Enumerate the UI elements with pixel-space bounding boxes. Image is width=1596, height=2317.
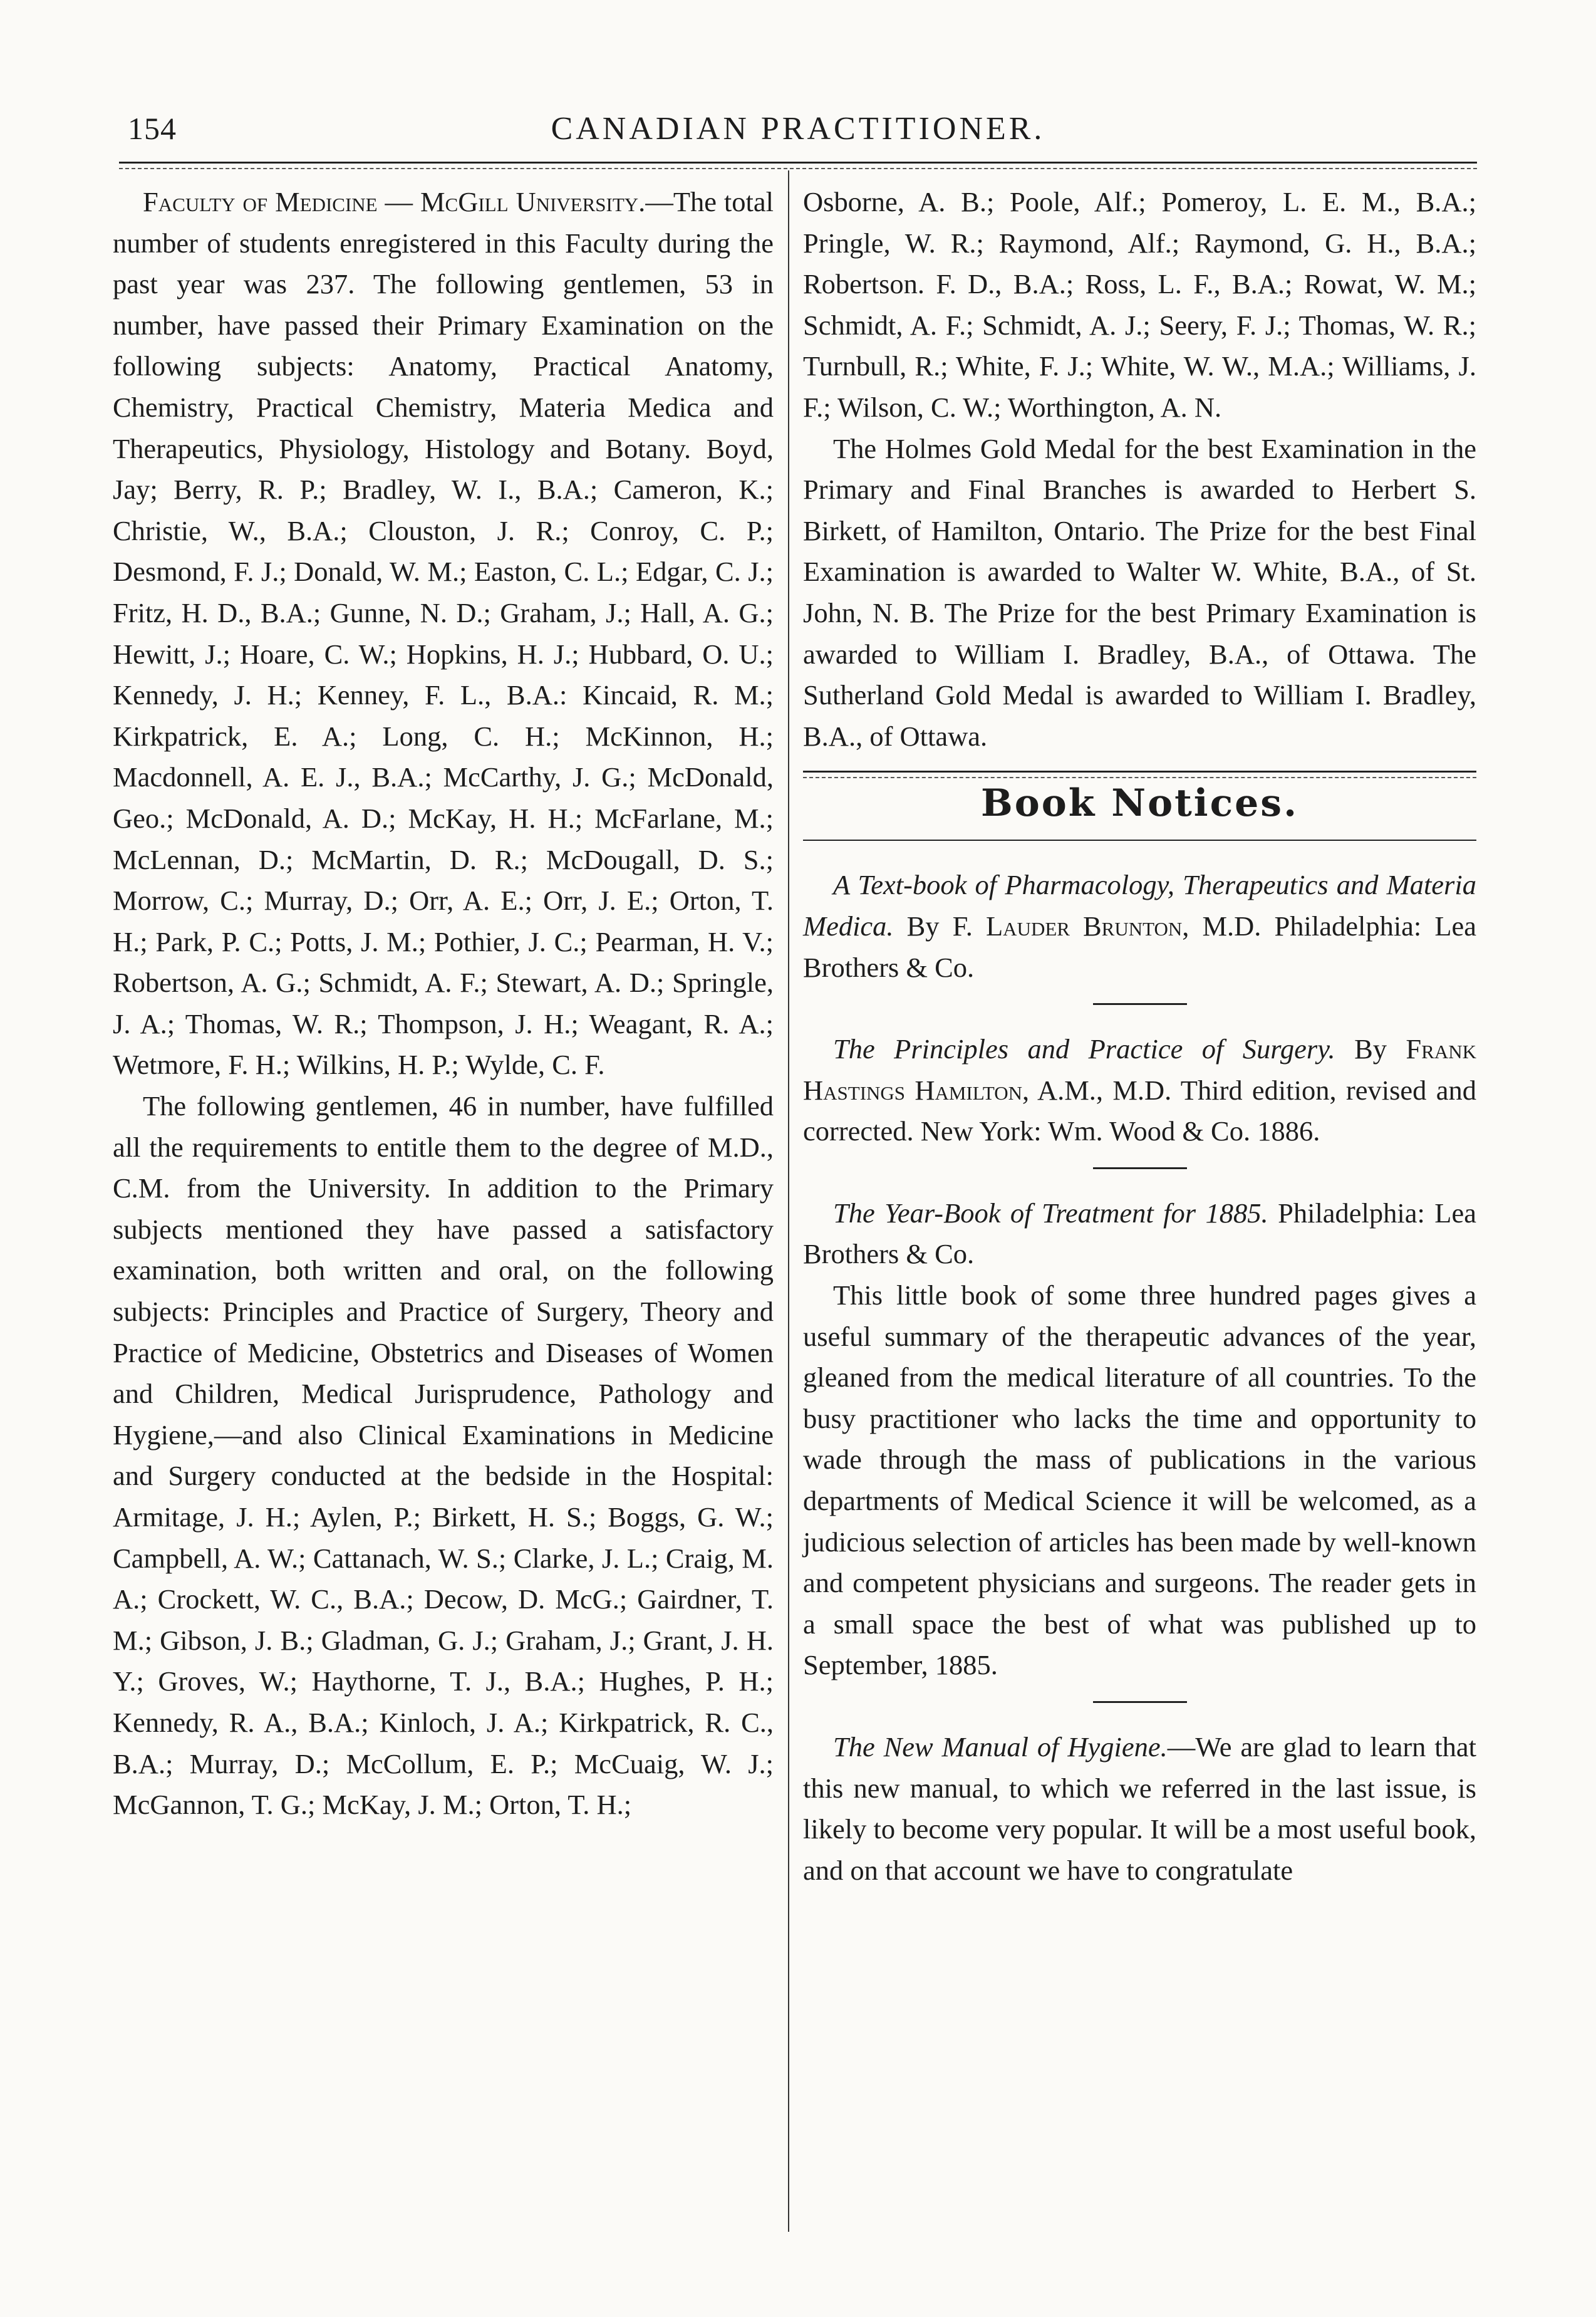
notice-by: By F.: [906, 910, 973, 942]
notice-publisher: A.M., M.D. Third edition, revised and corrected. New York: Wm. Wood & Co. 1886.: [803, 1074, 1476, 1147]
notice-book-title: The Year-Book of Treatment for 1885.: [833, 1197, 1268, 1229]
section-rule-bottom: [803, 840, 1476, 841]
book-notice-pharmacology: [803, 865, 1476, 988]
section-rule-dashed: [803, 777, 1476, 778]
notice-divider: [1093, 1701, 1187, 1703]
notice-book-title: The New Manual of Hygiene.: [833, 1731, 1168, 1762]
notice-citation: [803, 1029, 1476, 1152]
medals-paragraph: The Holmes Gold Medal for the best Examination in the Primary and Final Branches is awarded to Herbert S. Birkett, of Hamilton, Ontario. The Prize for the best Final Examination is awarded to Walter W. White, B.A., of St. John, N. B. The Prize for the best Primary Examination is awarded to William I. Bradley, B.A., of Ottawa. The Sutherland Gold Medal is awarded to William I. Bradley, B.A., of Ottawa.: [803, 432, 1476, 752]
section-title: Book Notices.: [981, 781, 1298, 826]
book-notice-surgery: [803, 1029, 1476, 1152]
running-title: CANADIAN PRACTITIONER.: [551, 111, 1045, 147]
notice-book-title: A Text-book of Pharmacology, Therapeutics and Materia Medica.: [803, 869, 1476, 942]
graduates-continued-paragraph: Osborne, A. B.; Poole, Alf.; Pomeroy, L. E. M., B.A.; Pringle, W. R.; Raymond, Alf.; Raymond, G. H., B.A.; Robertson. F. D., B.A.; Ross, L. F., B.A.; Rowat, W. M.; Schmidt, A. F.; Schmidt, A. J.; Seery, F. J.; Thomas, W. R.; Turnbull, R.; White, F. J.; White, W. W., M.A.; Williams, J. F.; Wilson, C. W.; Worthington, A. N.: [803, 186, 1476, 423]
md-cm-graduates-paragraph: The following gentlemen, 46 in number, have fulfilled all the requirements to entitle them to the degree of M.D., C.M. from the University. In addition to the Primary subjects mentioned they have passed a satisfactory examination, both written and oral, on the following subjects: Principles and Practice of Surgery, Theory and Practice of Medicine, Obstetrics and Diseases of Women and Children, Medical Jurisprudence, Pathology and Hygiene,—and also Clinical Examinations in Medicine and Surgery conducted at the bedside in the Hospital: Armitage, J. H.; Aylen, P.; Birkett, H. S.; Boggs, G. W.; Campbell, A. W.; Cattanach, W. S.; Clarke, J. L.; Craig, M. A.; Crockett, W. C., B.A.; Decow, D. McG.; Gairdner, T. M.; Gibson, J. B.; Gladman, G. J.; Graham, J.; Grant, J. H. Y.; Groves, W.; Haythorne, T. J., B.A.; Hughes, P. H.; Kennedy, R. A., B.A.; Kinloch, J. A.; Kirkpatrick, R. C., B.A.; Murray, D.; McCollum, E. P.; McCuaig, W. J.; McGannon, T. G.; McKay, J. M.; Orton, T. H.;: [113, 1090, 774, 1821]
header-rule: [119, 162, 1477, 164]
notice-author: Frank Hastings Hamilton,: [803, 1033, 1477, 1106]
book-notice-year-book: [803, 1193, 1476, 1686]
column-divider: [788, 170, 789, 2232]
page-header: [119, 110, 1477, 148]
mcgill-faculty-paragraph: [113, 182, 774, 1086]
book-notices-heading: [803, 771, 1476, 841]
notice-author: Lauder Brunton,: [985, 910, 1189, 942]
left-column: [113, 182, 774, 1826]
notice-citation: [803, 865, 1476, 988]
section-rule: [803, 771, 1476, 773]
notice-review-text: This little book of some three hundred pages gives a useful summary of the therapeutic advances of the year, gleaned from the medical literature of all countries. To the busy practitioner who lacks the time and opportunity to wade through the mass of publications in the various departments of Medical Science it will be welcomed, as a judicious selection of articles has been made by well-known and competent physicians and surgeons. The reader gets in a small space the best of what was published up to September, 1885.: [803, 1279, 1476, 1681]
right-column: [803, 182, 1476, 1891]
faculty-heading: Faculty of Medicine — McGill University.: [143, 186, 646, 217]
faculty-primary-text: —The total number of students enregistered in this Faculty during the past year was 237. The following gentlemen, 53 in number, have passed their Primary Examination on the following subjects: Anatomy, Practical Anatomy, Chemistry, Practical Chemistry, Materia Medica and Therapeutics, Physiology, Histology and Botany. Boyd, Jay; Berry, R. P.; Bradley, W. I., B.A.; Cameron, K.; Christie, W., B.A.; Clouston, J. R.; Conroy, C. P.; Desmond, F. J.; Donald, W. M.; Easton, C. L.; Edgar, C. J.; Fritz, H. D., B.A.; Gunne, N. D.; Graham, J.; Hall, A. G.; Hewitt, J.; Hoare, C. W.; Hopkins, H. J.; Hubbard, O. U.; Kennedy, J. H.; Kenney, F. L., B.A.: Kincaid, R. M.; Kirkpatrick, E. A.; Long, C. H.; McKinnon, H.; Macdonnell, A. E. J., B.A.; McCarthy, J. G.; McDonald, Geo.; McDonald, A. D.; McKay, H. H.; McFarlane, M.; McLennan, D.; McMartin, D. R.; McDougall, D. S.; Morrow, C.; Murray, D.; Orr, A. E.; Orr, J. E.; Orton, T. H.; Park, P. C.; Potts, J. M.; Pothier, J. C.; Pearman, H. V.; Robertson, A. G.; Schmidt, A. F.; Stewart, A. D.; Springle, J. A.; Thomas, W. R.; Thompson, J. H.; Weagant, R. A.; Wetmore, F. H.; Wilkins, H. P.; Wylde, C. F.: [113, 186, 774, 1081]
notice-by: By: [1354, 1033, 1387, 1065]
notice-citation: [803, 1727, 1476, 1891]
notice-publisher: Philadelphia: Lea Brothers & Co.: [803, 1197, 1476, 1270]
notice-divider: [1093, 1167, 1187, 1169]
notice-publisher: M.D. Philadelphia: Lea Brothers & Co.: [803, 910, 1477, 983]
page-number: 154: [128, 111, 177, 146]
notice-book-title: The Principles and Practice of Surgery.: [833, 1033, 1335, 1065]
header-rule-dashed: [119, 168, 1477, 169]
notice-citation: [803, 1193, 1476, 1275]
notice-divider: [1093, 1003, 1187, 1005]
notice-review-text: —We are glad to learn that this new manual, to which we referred in the last issue, is likely to become very popular. It will be a most useful book, and on that account we have to congratulate: [803, 1731, 1476, 1886]
book-notice-hygiene: [803, 1727, 1476, 1891]
